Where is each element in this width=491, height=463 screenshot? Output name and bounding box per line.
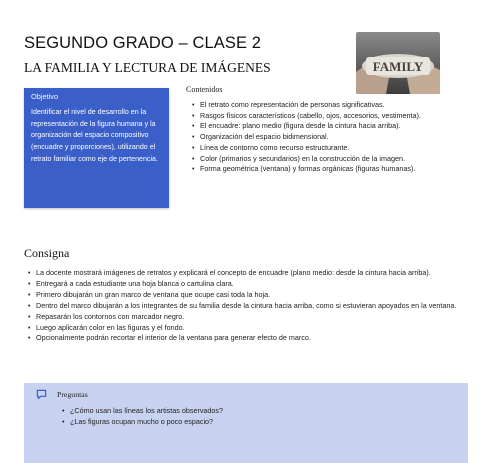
page-subtitle: LA FAMILIA Y LECTURA DE IMÁGENES <box>24 60 271 75</box>
questions-callout <box>24 383 468 463</box>
objective-text: Identificar el nivel de desarrollo en la representación de la figura humana y la organización del espacio compositivo (encuadre y proporciones), utilizando el retrato familiar como eje de pertenencia. <box>31 108 158 163</box>
list-item: • ¿Las figuras ocupan mucho o poco espacio? <box>58 416 456 427</box>
contents-title: Contenidos <box>186 85 223 94</box>
list-item: • La docente mostrará imágenes de retratos y explicará el concepto de encuadre (plano medio: desde la cintura hacia arriba). <box>24 268 464 279</box>
page-title: SEGUNDO GRADO – CLASE 2 <box>24 34 262 52</box>
list-item: • Organización del espacio bidimensional. <box>186 132 426 143</box>
contents-list <box>186 100 426 175</box>
consigna-list <box>24 268 464 344</box>
list-item: • Entregará a cada estudiante una hoja blanca o cartulina clara. <box>24 279 464 290</box>
list-item: • Opcionalmente podrán recortar el interior de la ventana para generar efecto de marco. <box>24 333 464 344</box>
list-item: • El retrato como representación de personas significativas. <box>186 100 426 111</box>
list-item: • Línea de contorno como recurso estructurante. <box>186 143 426 154</box>
contents-section <box>186 85 426 175</box>
chat-bubble-icon <box>36 389 47 400</box>
objective-title: Objetivo <box>31 92 59 101</box>
questions-list <box>58 405 456 427</box>
consigna-section <box>24 268 464 344</box>
list-item: • Forma geométrica (ventana) y formas orgánicas (figuras humanas). <box>186 164 426 175</box>
list-item: • Rasgos físicos característicos (cabello, ojos, accesorios, vestimenta). <box>186 111 426 122</box>
objective-box <box>24 88 169 208</box>
consigna-heading: Consigna <box>24 246 70 260</box>
list-item: • Color (primarios y secundarios) en la construcción de la imagen. <box>186 154 426 165</box>
list-item: • Primero dibujarán un gran marco de ventana que ocupe casi toda la hoja. <box>24 290 464 301</box>
list-item: • Luego aplicarán color en las figuras y el fondo. <box>24 323 464 334</box>
list-item: • ¿Cómo usan las líneas los artistas observados? <box>58 405 456 416</box>
list-item: • Dentro del marco dibujarán a los integrantes de su familia desde la cintura hacia arriba, como si estuvieran apoyados en la ventana. <box>24 301 464 312</box>
family-word: FAMILY <box>372 59 424 74</box>
list-item: • El encuadre: plano medio (figura desde la cintura hacia arriba). <box>186 121 426 132</box>
list-item: • Repasarán los contornos con marcador negro. <box>24 312 464 323</box>
questions-title: Preguntas <box>57 390 88 399</box>
